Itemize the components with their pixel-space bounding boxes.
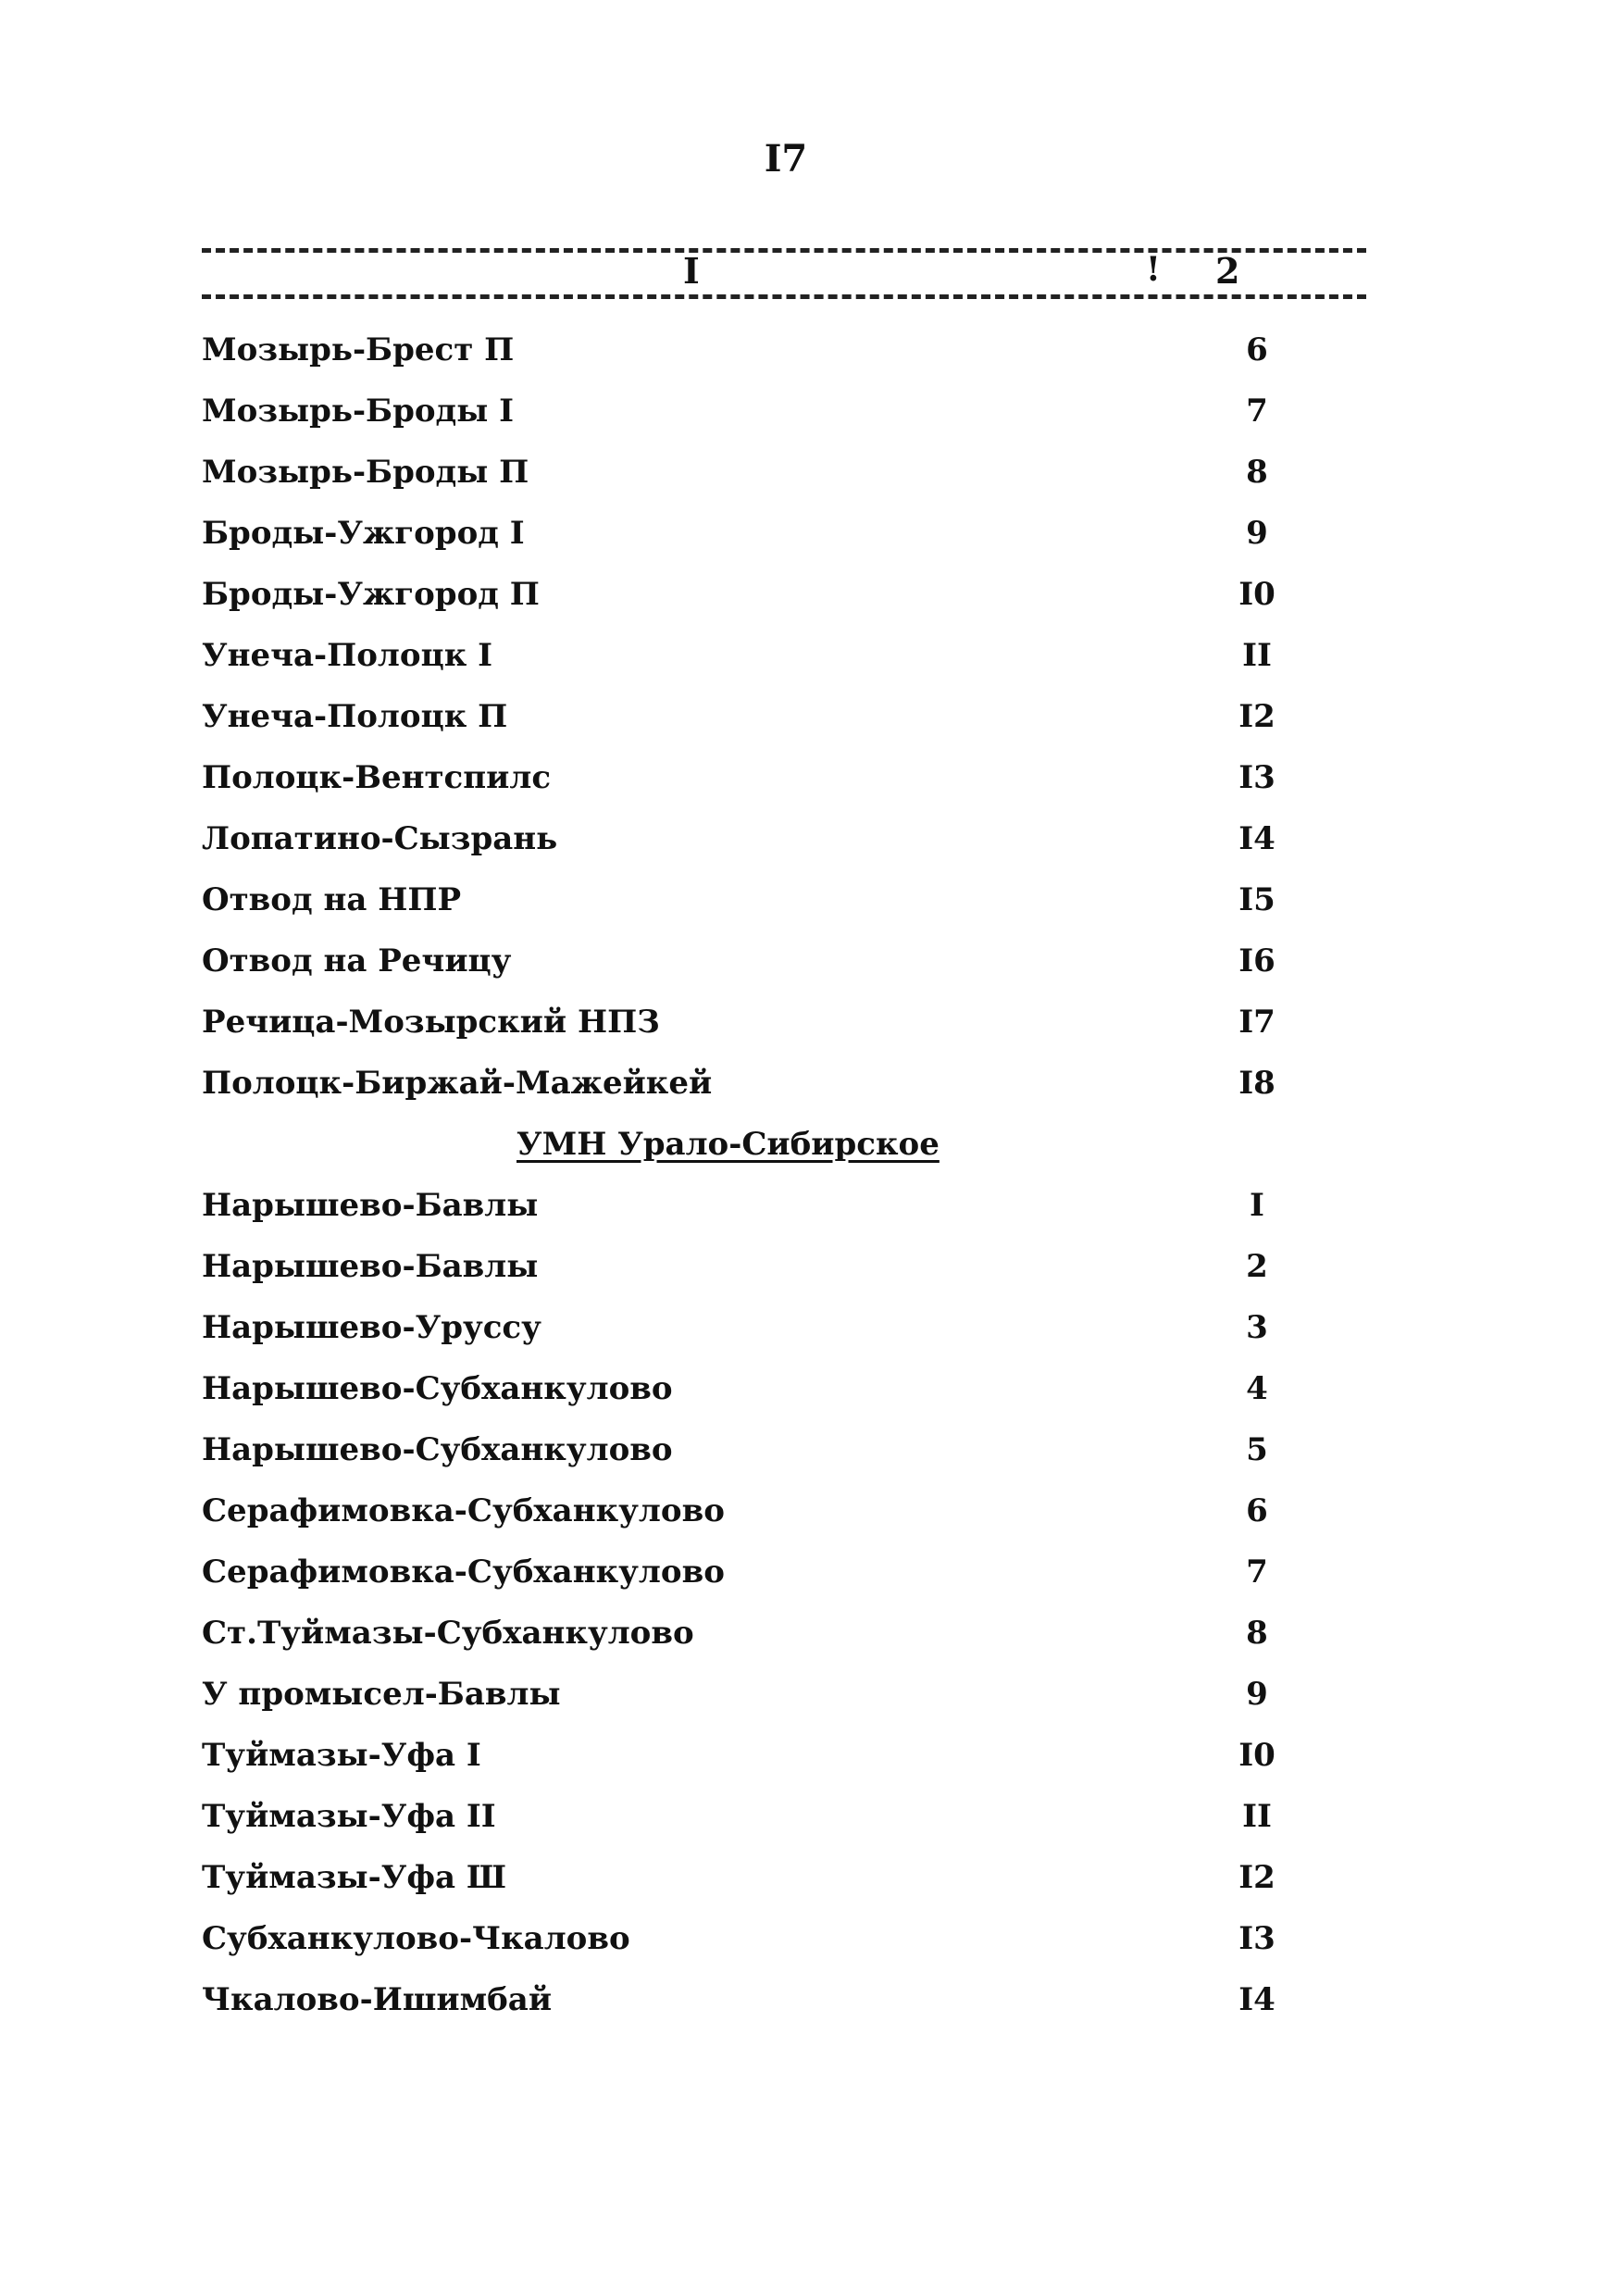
pipeline-name: Серафимовка-Субханкулово — [202, 1554, 725, 1591]
pipeline-number: I5 — [1238, 881, 1276, 918]
pipeline-number: I4 — [1238, 1981, 1276, 2018]
list-item — [202, 503, 1285, 564]
list-item — [202, 319, 1285, 381]
page-number: I7 — [764, 137, 808, 181]
list-item — [202, 1236, 1285, 1297]
list-item — [202, 1175, 1285, 1236]
pipeline-name: У промысел-Бавлы — [202, 1676, 561, 1713]
list-item — [202, 1053, 1285, 1114]
list-item — [202, 1419, 1285, 1480]
list-item — [202, 1358, 1285, 1419]
list-item — [202, 808, 1285, 869]
list-item — [202, 1969, 1285, 2030]
list-item — [202, 564, 1285, 625]
pipeline-number: I6 — [1238, 942, 1276, 980]
pipeline-number: I8 — [1238, 1065, 1276, 1102]
list-item — [202, 1297, 1285, 1358]
pipeline-number: 2 — [1246, 1248, 1268, 1285]
pipeline-number: I0 — [1238, 1737, 1276, 1774]
column-2-header: 2 — [1215, 250, 1240, 292]
pipeline-number: 5 — [1246, 1431, 1268, 1468]
pipeline-name: Отвод на Речицу — [202, 942, 512, 980]
pipeline-number: I3 — [1238, 1920, 1276, 1957]
list-item — [202, 1725, 1285, 1786]
column-1-header: I — [683, 250, 700, 292]
pipeline-name: Нарышево-Субханкулово — [202, 1370, 673, 1407]
pipeline-number: II — [1242, 1798, 1272, 1835]
pipeline-name: Туймазы-Уфа Ш — [202, 1859, 506, 1896]
pipeline-number: I2 — [1238, 698, 1276, 735]
pipeline-number: I2 — [1238, 1859, 1276, 1896]
section-heading — [202, 1114, 1285, 1175]
pipeline-name: Броды-Ужгород I — [202, 515, 525, 552]
pipeline-name: Унеча-Полоцк П — [202, 698, 508, 735]
pipeline-list — [202, 319, 1285, 2030]
pipeline-name: Туймазы-Уфа II — [202, 1798, 496, 1835]
pipeline-number: I7 — [1238, 1004, 1276, 1041]
list-item — [202, 1541, 1285, 1603]
pipeline-number: I0 — [1238, 576, 1276, 613]
pipeline-number: 9 — [1246, 515, 1268, 552]
pipeline-name: Серафимовка-Субханкулово — [202, 1492, 725, 1529]
list-item — [202, 869, 1285, 930]
pipeline-name: Речица-Мозырский НПЗ — [202, 1004, 660, 1041]
pipeline-name: Нарышево-Бавлы — [202, 1248, 539, 1285]
pipeline-number: 6 — [1246, 331, 1268, 368]
list-item — [202, 625, 1285, 686]
pipeline-name: Полоцк-Биржай-Мажейкей — [202, 1065, 713, 1102]
list-item — [202, 992, 1285, 1053]
pipeline-number: 3 — [1246, 1309, 1268, 1346]
list-item — [202, 442, 1285, 503]
pipeline-name: Туймазы-Уфа I — [202, 1737, 481, 1774]
table-header — [202, 250, 1366, 296]
pipeline-name: Нарышево-Бавлы — [202, 1187, 539, 1224]
pipeline-name: Отвод на НПР — [202, 881, 462, 918]
header-bottom-dashed-rule — [202, 294, 1366, 299]
pipeline-name: Унеча-Полоцк I — [202, 637, 492, 674]
pipeline-name: Чкалово-Ишимбай — [202, 1981, 553, 2018]
pipeline-number: 6 — [1246, 1492, 1268, 1529]
pipeline-number: I — [1250, 1187, 1264, 1224]
pipeline-number: 4 — [1246, 1370, 1268, 1407]
pipeline-name: Ст.Туймазы-Субханкулово — [202, 1615, 694, 1652]
pipeline-name: Мозырь-Броды I — [202, 393, 515, 430]
column-separator: ! — [1146, 250, 1161, 289]
pipeline-name: Полоцк-Вентспилс — [202, 759, 552, 796]
list-item — [202, 1786, 1285, 1847]
pipeline-number: II — [1242, 637, 1272, 674]
pipeline-number: 7 — [1246, 393, 1268, 430]
list-item — [202, 1847, 1285, 1908]
list-item — [202, 1603, 1285, 1664]
section-heading-text: УМН Урало-Сибирское — [517, 1126, 940, 1163]
pipeline-name: Броды-Ужгород П — [202, 576, 540, 613]
pipeline-name: Мозырь-Броды П — [202, 454, 529, 491]
pipeline-name: Нарышево-Субханкулово — [202, 1431, 673, 1468]
pipeline-name: Нарышево-Уруссу — [202, 1309, 541, 1346]
list-item — [202, 686, 1285, 747]
pipeline-number: I3 — [1238, 759, 1276, 796]
list-item — [202, 1664, 1285, 1725]
pipeline-number: 7 — [1246, 1554, 1268, 1591]
pipeline-number: 8 — [1246, 454, 1268, 491]
pipeline-name: Мозырь-Брест П — [202, 331, 515, 368]
list-item — [202, 1480, 1285, 1541]
pipeline-number: I4 — [1238, 820, 1276, 857]
pipeline-name: Субханкулово-Чкалово — [202, 1920, 630, 1957]
list-item — [202, 930, 1285, 992]
pipeline-number: 8 — [1246, 1615, 1268, 1652]
list-item — [202, 1908, 1285, 1969]
pipeline-number: 9 — [1246, 1676, 1268, 1713]
pipeline-name: Лопатино-Сызрань — [202, 820, 558, 857]
list-item — [202, 381, 1285, 442]
list-item — [202, 747, 1285, 808]
